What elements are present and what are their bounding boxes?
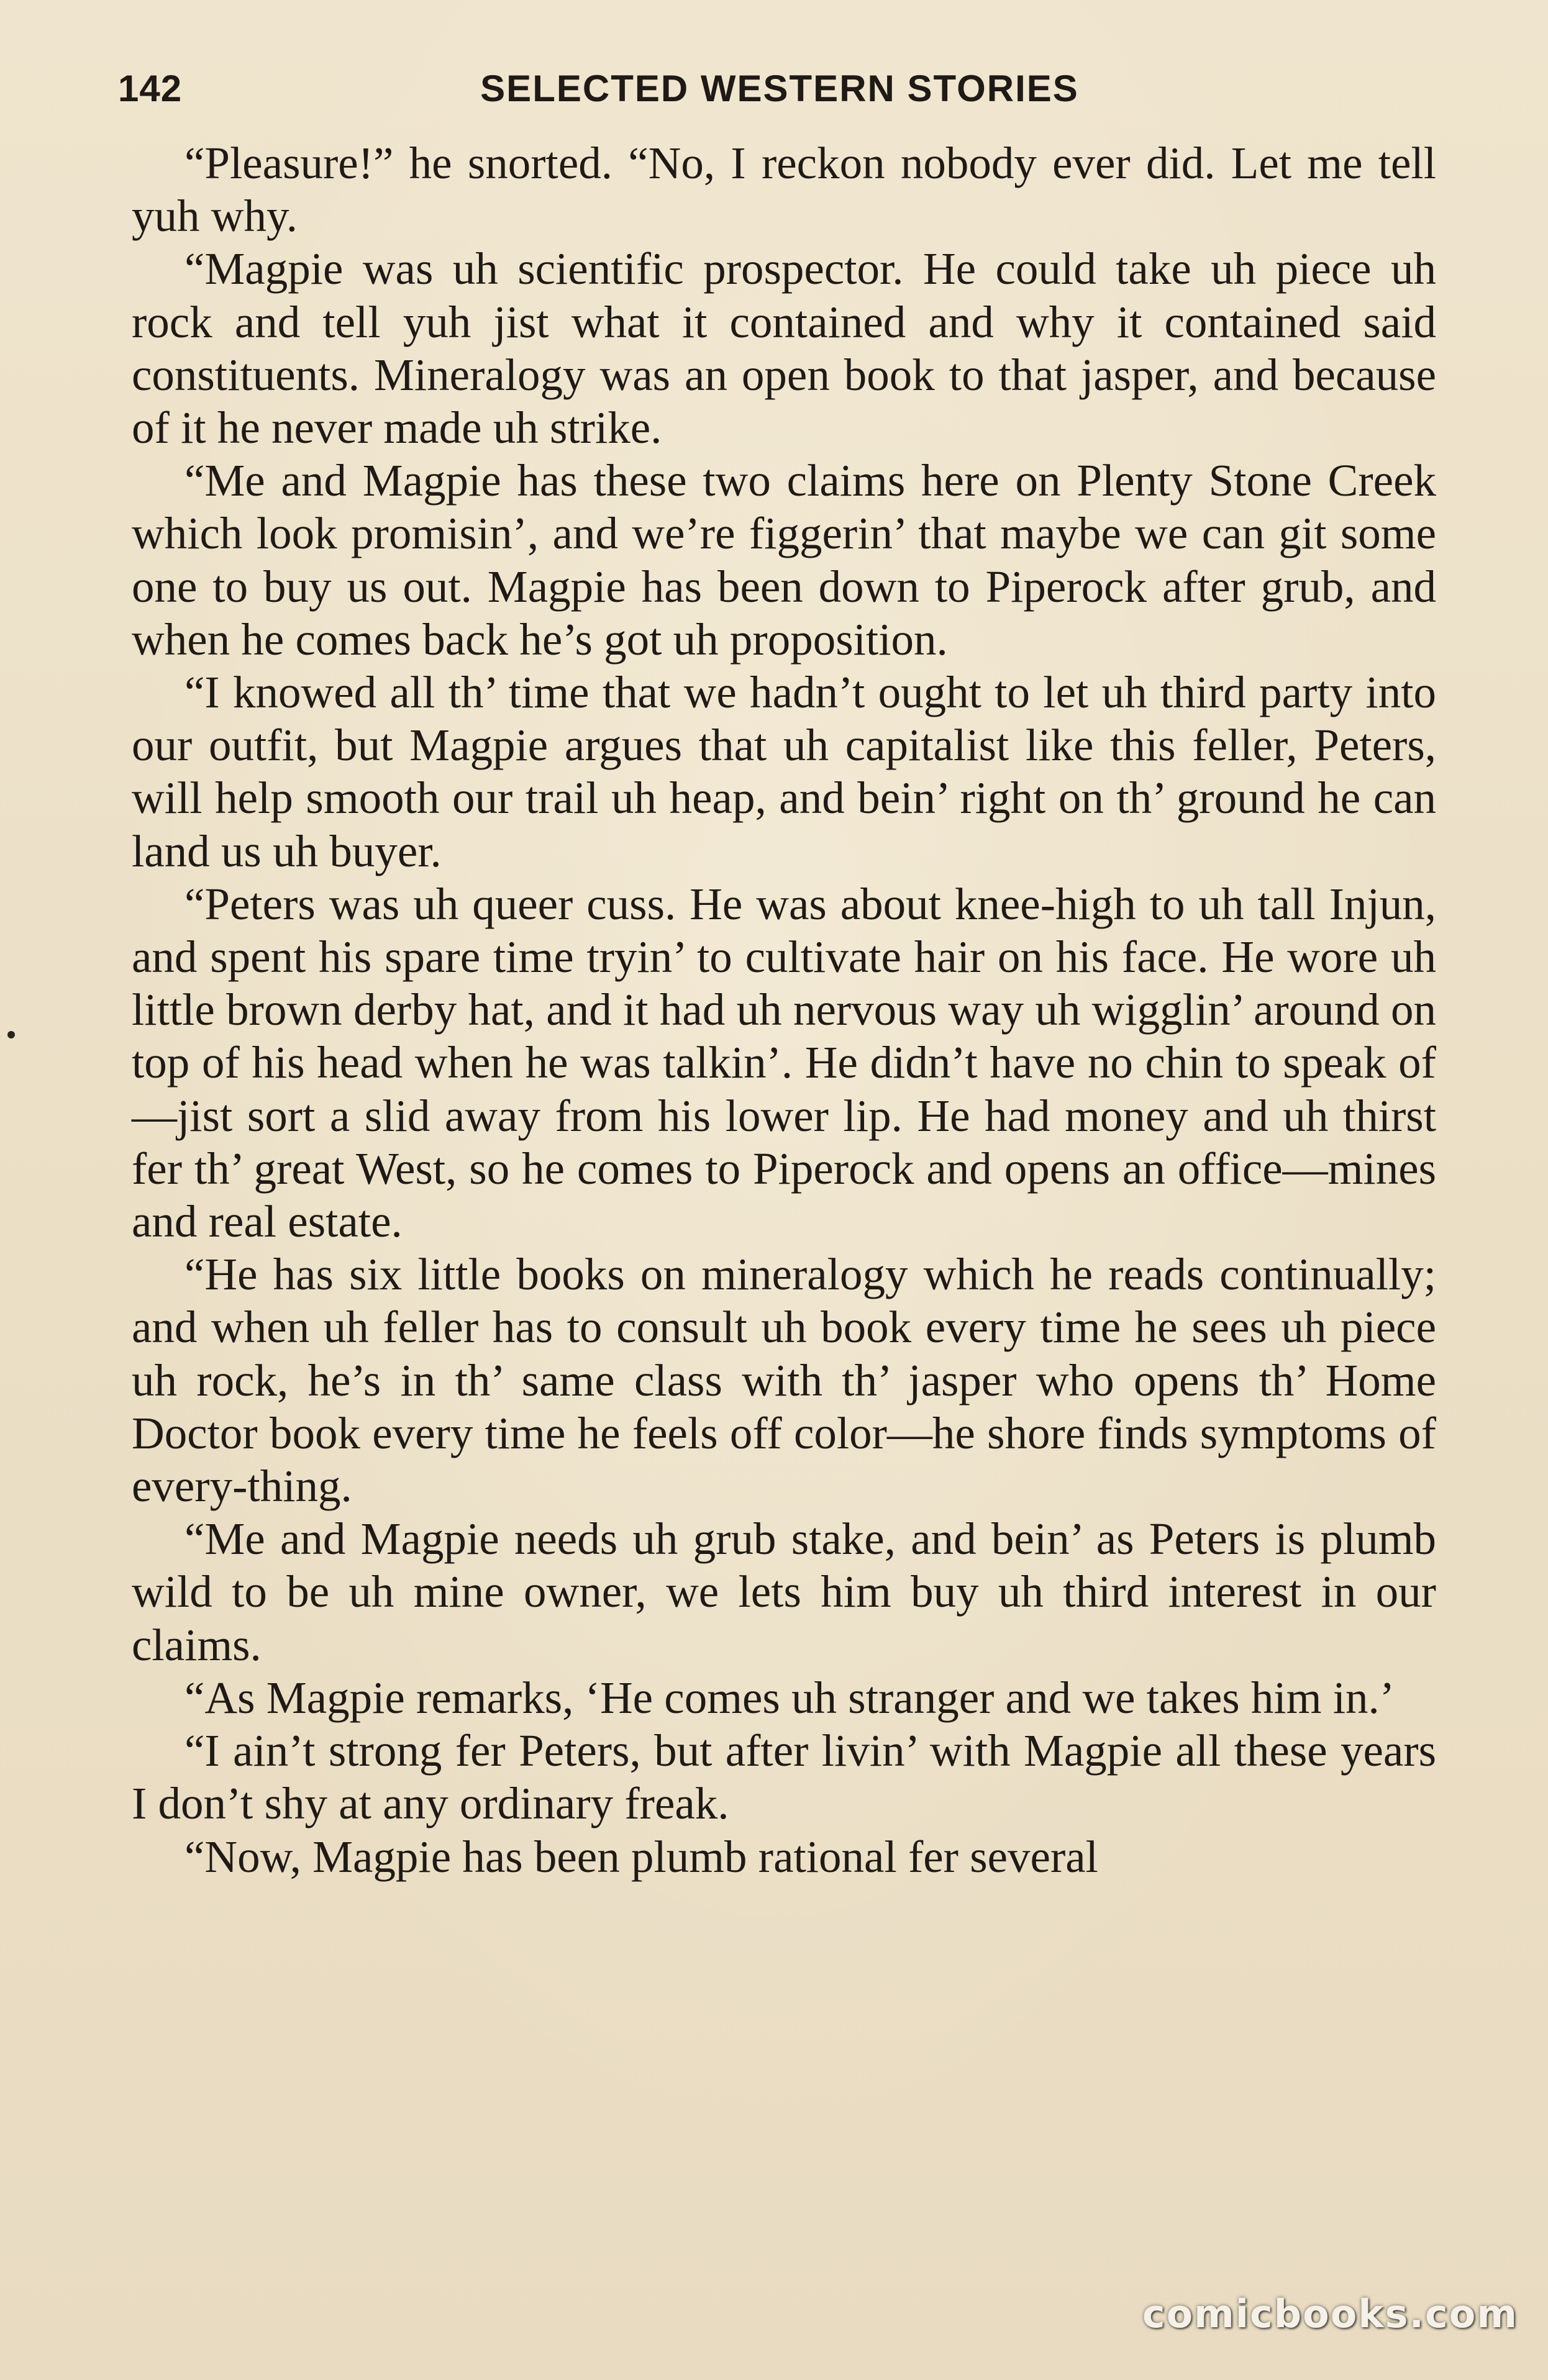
watermark: comicbooks.com: [1142, 2291, 1518, 2337]
page-number: 142: [118, 68, 183, 109]
paragraph: “I knowed all th’ time that we hadn’t ought to let uh third party into our outfit, but Magpie argues that uh capitalist like this feller, Peters, will help smooth our trail uh heap, and bein’ right on th’ ground he can land us uh buyer.: [132, 667, 1436, 876]
paragraph: “Pleasure!” he snorted. “No, I reckon nobody ever did. Let me tell yuh why.: [132, 138, 1436, 242]
paragraph: “Now, Magpie has been plumb rational fer several: [184, 1831, 1098, 1882]
story-text: [132, 137, 1436, 1883]
running-title: SELECTED WESTERN STORIES: [480, 68, 1079, 109]
paragraph: “Me and Magpie has these two claims here on Plenty Stone Creek which look promisin’, and we’re figgerin’ that maybe we can git some one to buy us out. Magpie has been down to Piperock after grub, and when he comes back he’s got uh proposition.: [132, 455, 1436, 665]
paragraph: “Magpie was uh scientific prospector. He could take uh piece uh rock and tell yuh jist what it contained and why it contained said constituents. Mineralogy was an open book to that jasper, and because of it he never made uh strike.: [132, 243, 1436, 453]
paragraph: “He has six little books on mineralogy which he reads continually; and when uh feller has to consult uh book every time he sees uh piece uh rock, he’s in th’ same class with th’ jasper who opens th’ Home Doctor book every time he feels off color—he shore finds symptoms of every-thing.: [132, 1249, 1436, 1512]
paragraph: “I ain’t strong fer Peters, but after livin’ with Magpie all these years I don’t shy at any ordinary freak.: [132, 1725, 1436, 1829]
paragraph: “As Magpie remarks, ‘He comes uh stranger and we takes him in.’: [184, 1672, 1395, 1723]
ink-speck: [7, 1031, 15, 1038]
paragraph: “Me and Magpie needs uh grub stake, and bein’ as Peters is plumb wild to be uh mine owner, we lets him buy uh third interest in our claims.: [132, 1514, 1436, 1670]
paragraph: “Peters was uh queer cuss. He was about knee-high to uh tall Injun, and spent his spare time tryin’ to cultivate hair on his face. He wore uh little brown derby hat, and it had uh nervous way uh wigglin’ around on top of his head when he was talkin’. He didn’t have no chin to speak of—jist sort a slid away from his lower lip. He had money and uh thirst fer th’ great West, so he comes to Piperock and opens an office—mines and real estate.: [132, 878, 1436, 1247]
page-header: [118, 67, 1441, 117]
